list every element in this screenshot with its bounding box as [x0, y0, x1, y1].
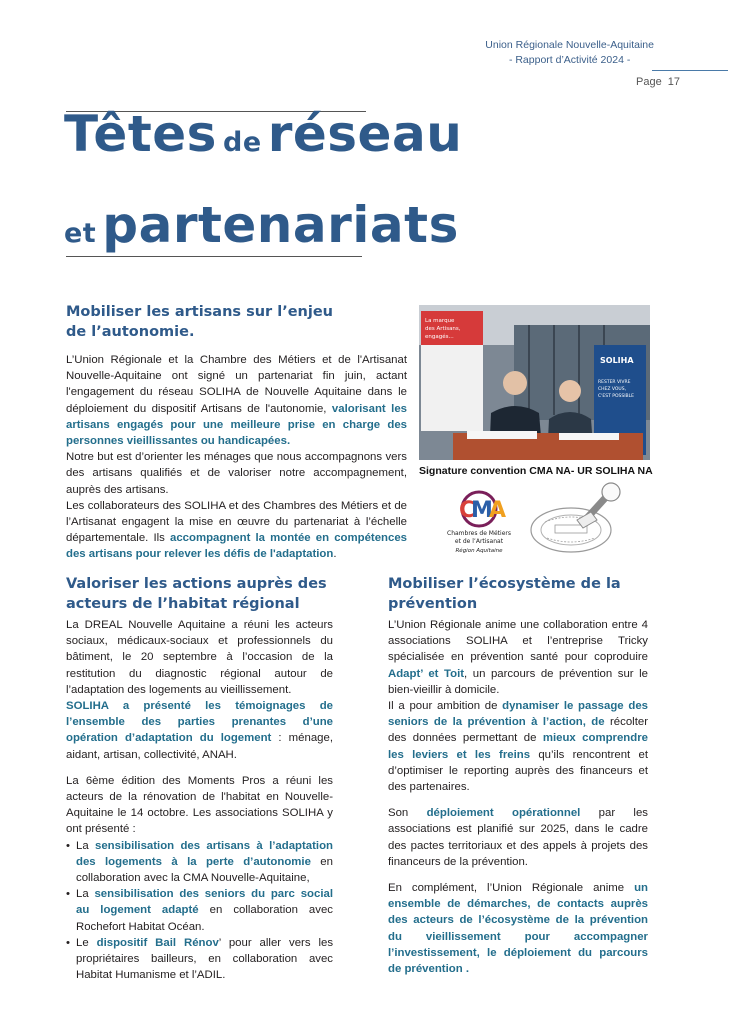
svg-text:La marque: La marque — [425, 318, 455, 324]
svg-text:Région Aquitaine: Région Aquitaine — [455, 548, 503, 554]
section1-p3: Les collaborateurs des SOLIHA et des Chambres des Métiers et de l’Artisanat engagent la mise en œuvre du partenariat à l’échelle départementale. Ils accompagnent la montée en compétences des artisans pour relever les défis de l'adaptation. — [66, 499, 407, 561]
svg-text:SOLIHA: SOLIHA — [600, 356, 634, 365]
list-item: • Le dispositif Bail Rénov’ pour aller vers les propriétaires bailleurs, en collaboration avec Habitat Humanisme et l’ADIL. — [76, 935, 333, 984]
section2-p3: La 6ème édition des Moments Pros a réuni les acteurs de la rénovation de l'habitat en Nouvelle-Aquitaine le 14 octobre. Les associations SOLIHA y ont présenté : — [66, 774, 333, 836]
signature-photo — [419, 305, 650, 460]
svg-text:C'EST POSSIBLE: C'EST POSSIBLE — [598, 394, 634, 399]
svg-text:engagés...: engagés... — [425, 334, 454, 340]
section2-bullets — [66, 838, 333, 984]
section3-p4: En complément, l’Union Régionale anime un ensemble de démarches, de contacts auprès des acteurs de l’écosystème de la prévention du vieillissement pour accompagner l’investissement, le déploiement du parcours de prévention . — [388, 882, 648, 976]
page-number: Page 17 — [636, 76, 681, 88]
section2-body — [66, 617, 333, 983]
svg-text:des Artisans,: des Artisans, — [425, 326, 461, 332]
header-org: Union Régionale Nouvelle-Aquitaine — [485, 39, 654, 51]
list-item: • La sensibilisation des artisans à l’adaptation des logements à la perte d’autonomie en collaboration avec la CMA Nouvelle-Aquitaine, — [76, 838, 333, 887]
section3-p1: L’Union Régionale anime une collaboration entre 4 associations SOLIHA et l’entreprise Tricky spécialisée en prévention santé pour coproduire Adapt’ et Toit, un parcours de prévention sur le bien-vieillir à domicile. — [388, 619, 648, 696]
stamp-icon — [525, 482, 633, 557]
section2-p2: SOLIHA a présenté les témoignages de l’ensemble des parties prenantes d’une opération d’adaptation du logement : ménage, aidant, artisan, collectivité, ANAH. — [66, 700, 333, 761]
section2-p1: La DREAL Nouvelle Aquitaine a réuni les acteurs sociaux, médicaux-sociaux et professionnels du bâtiment, le 20 septembre à l’occasion de la restitution du diagnostic régional autour de l’adaptation des logements au vieillissement. — [66, 619, 333, 696]
list-item: • La sensibilisation des seniors du parc social au logement adapté en collaboration avec Rochefort Habitat Océan. — [76, 886, 333, 935]
section3-heading: Mobiliser l’écosystème de la prévention — [388, 576, 621, 612]
header-report: - Rapport d’Activité 2024 - — [508, 54, 631, 66]
section3-p3: Son déploiement opérationnel par les associations est planifié sur 2025, dans le cadre des pactes territoriaux et des appels à projets des financeurs de la prévention. — [388, 807, 648, 868]
page-title-line1: Têtes de réseau — [64, 105, 463, 163]
section3-p2: Il a pour ambition de dynamiser le passage des seniors de la prévention à l’action, de récolter des données permettant de mieux comprendre les leviers et les freins qu’ils rencontrent et d’optimiser le reporting auprès des financeurs et des partenaires. — [388, 700, 648, 794]
section1-p2: Notre but est d’orienter les ménages que nous accompagnons vers des artisans qualifiés et de valoriser notre accompagnement, auprès des artisans. — [66, 451, 407, 496]
section1-p1: L’Union Régionale et la Chambre des Métiers et de l'Artisanat Nouvelle-Aquitaine ont signé un partenariat fin juin, actant l'engagement du réseau SOLIHA de Nouvelle Aquitaine dans le déploiement du dispositif Artisans de l'autonomie, valorisant les artisans engagés pour une meilleure prise en charge des personnes vieillissantes ou handicapées. — [66, 354, 407, 448]
svg-text:RESTER VIVRE: RESTER VIVRE — [598, 380, 631, 385]
title-rule-bottom — [66, 256, 362, 257]
svg-text:et de l’Artisanat: et de l’Artisanat — [454, 538, 504, 545]
section1-heading: Mobiliser les artisans sur l’enjeu de l’autonomie. — [66, 304, 333, 340]
section3-body — [388, 617, 648, 977]
section2-heading: Valoriser les actions auprès des acteurs de l’habitat régional — [66, 576, 327, 612]
svg-text:M: M — [471, 498, 493, 523]
svg-text:Chambres de Métiers: Chambres de Métiers — [447, 530, 511, 537]
svg-text:CHEZ VOUS,: CHEZ VOUS, — [598, 387, 627, 392]
svg-text:A: A — [489, 498, 507, 523]
section1-body — [66, 352, 407, 563]
svg-text:C: C — [459, 498, 476, 523]
page-title-line2: et partenariats — [64, 196, 459, 254]
photo-caption: Signature convention CMA NA- UR SOLIHA NA — [419, 465, 653, 477]
cma-logo — [433, 487, 525, 555]
report-header — [485, 38, 654, 68]
header-divider — [652, 70, 728, 71]
